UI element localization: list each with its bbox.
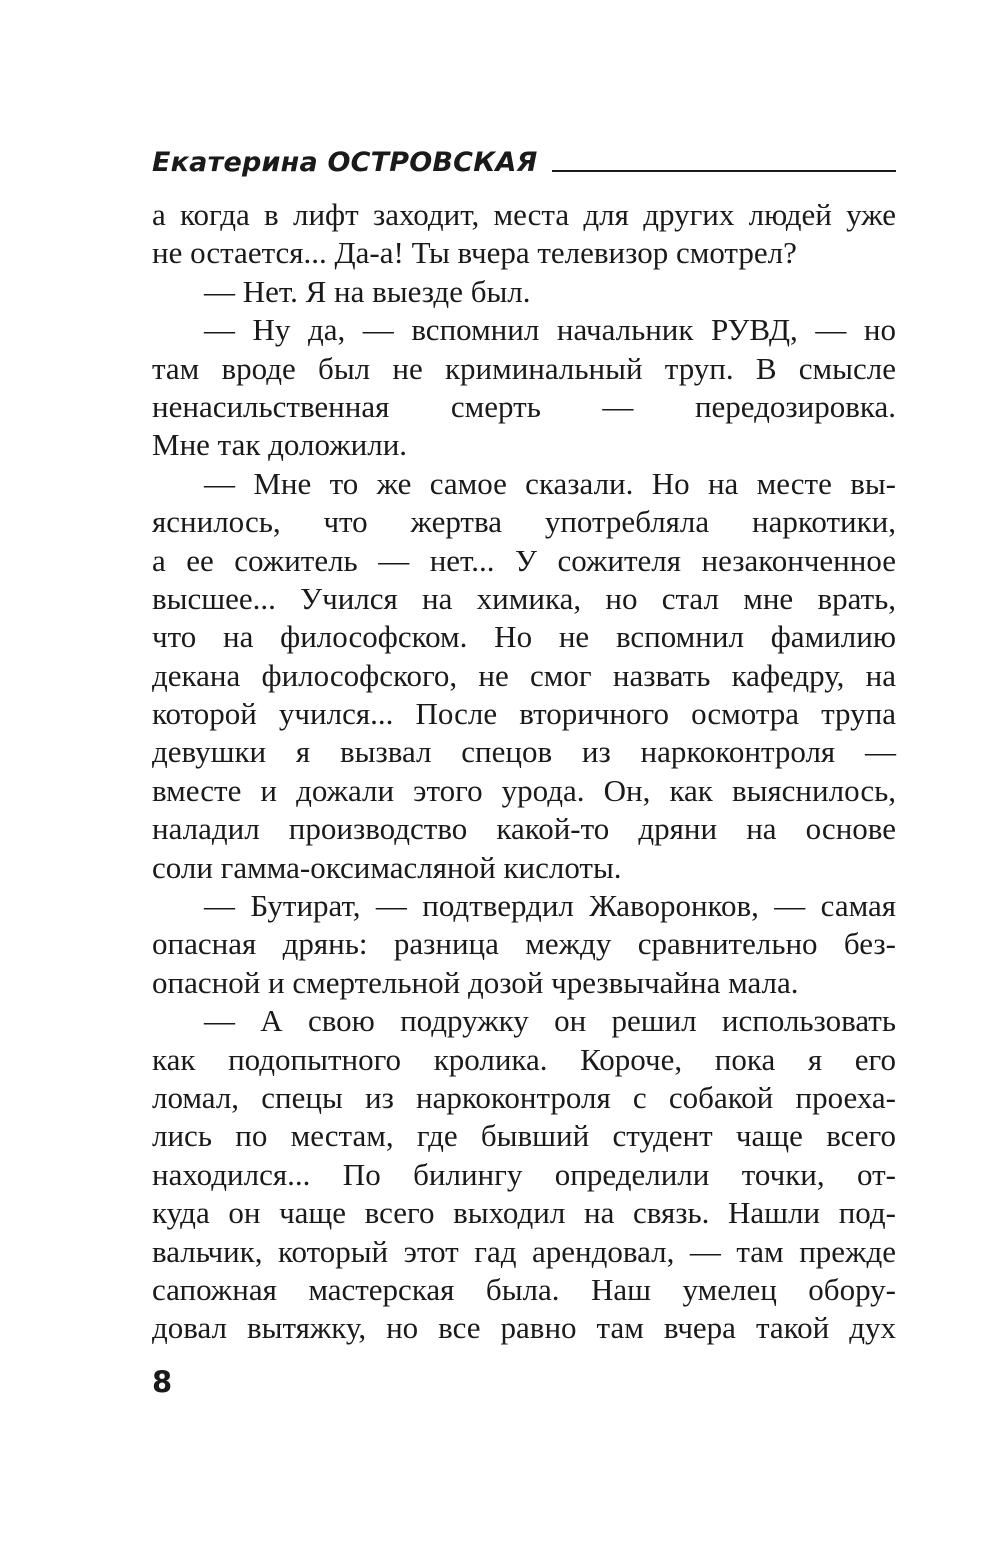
text-line: куда он чаще всего выходил на связь. Нашли под- bbox=[152, 1195, 896, 1231]
text-line: там вроде был не криминальный труп. В смысле bbox=[152, 350, 896, 386]
text-line: опасной и смертельной дозой чрезвычайна мала. bbox=[152, 964, 799, 1000]
text-line: опасная дрянь: разница между сравнительно без- bbox=[152, 926, 896, 962]
text-line: а ее сожитель — нет... У сожителя незаконченное bbox=[152, 542, 896, 578]
body-text bbox=[152, 196, 896, 1348]
author-name: Екатерина ОСТРОВСКАЯ bbox=[152, 147, 538, 178]
text-line: Мне так доложили. bbox=[152, 427, 408, 463]
text-line: ломал, спецы из наркоконтроля с собакой проеха- bbox=[152, 1079, 896, 1115]
text-line: — Ну да, — вспомнил начальник РУВД, — но bbox=[204, 312, 896, 348]
text-line: а когда в лифт заходит, места для других людей уже bbox=[152, 197, 896, 232]
text-line: декана философского, не смог назвать кафедру, на bbox=[152, 657, 896, 693]
text-line: вместе и дожали этого урода. Он, как выяснилось, bbox=[152, 772, 896, 808]
text-line: ненасильственная смерть — передозировка. bbox=[152, 388, 896, 424]
text-line: лись по местам, где бывший студент чаще всего bbox=[152, 1118, 896, 1154]
text-line: яснилось, что жертва употребляла наркотики, bbox=[152, 504, 896, 540]
text-line: вальчик, который этот гад арендовал, — там прежде bbox=[152, 1233, 896, 1269]
text-line: наладил производство какой-то дряни на основе bbox=[152, 811, 896, 847]
header-rule bbox=[552, 170, 896, 172]
text-line: высшее... Учился на химика, но стал мне врать, bbox=[152, 580, 896, 616]
text-line: что на философском. Но не вспомнил фамилию bbox=[152, 619, 896, 655]
text-line: — А свою подружку он решил использовать bbox=[204, 1003, 896, 1039]
text-line: как подопытного кролика. Короче, пока я его bbox=[152, 1041, 896, 1077]
page-number: 8 bbox=[152, 1365, 173, 1399]
text-line: девушки я вызвал спецов из наркоконтроля — bbox=[152, 734, 896, 770]
running-head bbox=[152, 136, 896, 176]
text-line: — Нет. Я на выезде был. bbox=[204, 273, 531, 309]
text-line: — Мне то же самое сказали. Но на месте вы- bbox=[204, 465, 896, 501]
text-line: не остается... Да-а! Ты вчера телевизор смотрел? bbox=[152, 235, 797, 271]
text-line: довал вытяжку, но все равно там вчера такой дух bbox=[152, 1310, 896, 1346]
text-line: соли гамма-оксимасляной кислоты. bbox=[152, 849, 622, 885]
text-line: которой учился... После вторичного осмотра трупа bbox=[152, 696, 896, 732]
text-line: сапожная мастерская была. Наш умелец обору- bbox=[152, 1271, 896, 1307]
text-line: находился... По билингу определили точки, от- bbox=[152, 1156, 896, 1192]
text-line: — Бутират, — подтвердил Жаворонков, — самая bbox=[204, 888, 896, 924]
